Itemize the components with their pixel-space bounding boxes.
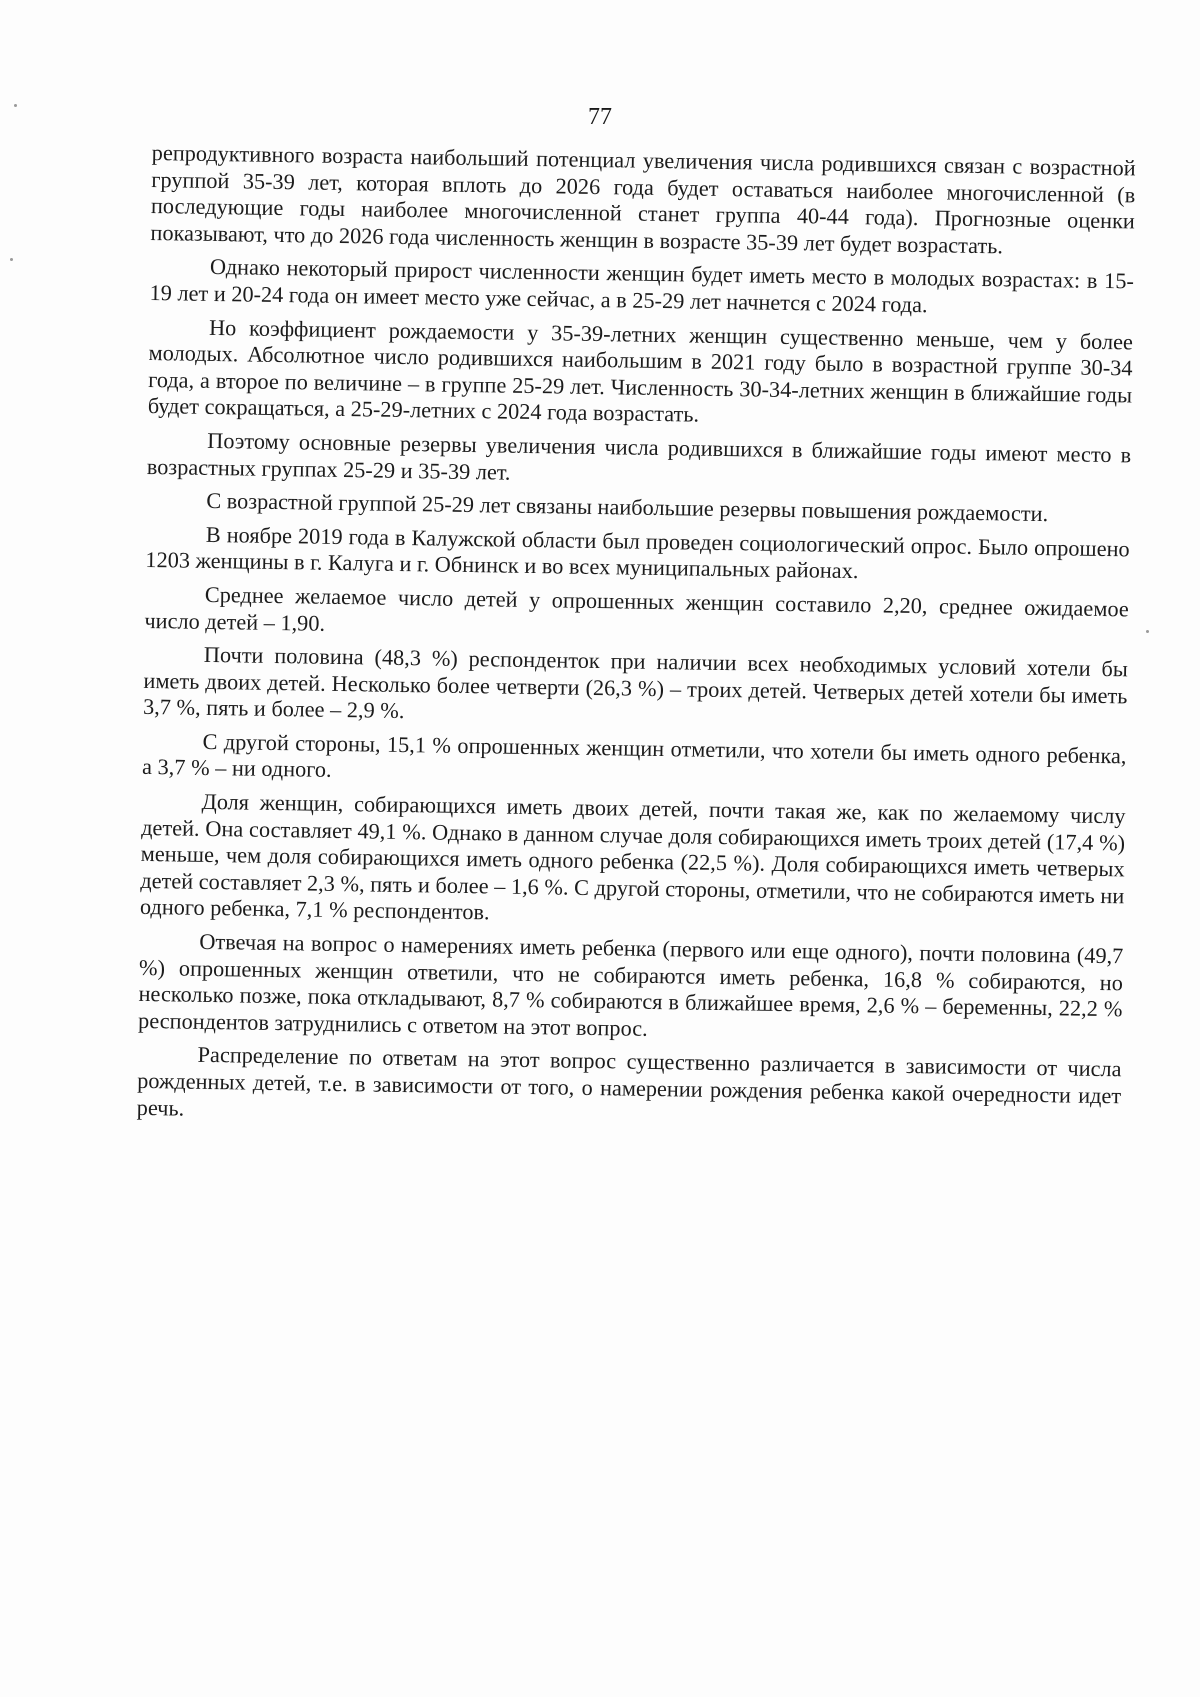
scan-speck xyxy=(10,258,13,261)
paragraph-2: Однако некоторый прирост численности женщин будет иметь место в молодых возрастах: в 15-19 лет и 20-24 года он имеет место уже сейчас, а в 25-29 лет начнется с 2024 года. xyxy=(149,254,1135,318)
page-number: 77 xyxy=(588,104,612,130)
paragraph-5: С возрастной группой 25-29 лет связаны наибольшие резервы повышения рождаемости. xyxy=(206,488,1049,527)
paragraph-12: Распределение по ответам на этот вопрос существенно различается в зависимости от числа рожденных детей, т.е. в зависимости от того, о намерении рождения ребенка какой очередности идет речь. xyxy=(136,1042,1122,1121)
paragraph-4: Поэтому основные резервы увеличения числа родившихся в ближайшие годы имеют место в возрастных группах 25-29 и 35-39 лет. xyxy=(146,427,1132,485)
paragraph-9: С другой стороны, 15,1 % опрошенных женщин отметили, что хотели бы иметь одного ребенка, а 3,7 % – ни одного. xyxy=(141,728,1127,783)
paragraph-11: Отвечая на вопрос о намерениях иметь ребенка (первого или еще одного), почти половина (49,7 %) опрошенных женщин ответили, что не собираются иметь ребенка, 16,8 % собираются, но несколько позже, пока откладывают, 8,7 % собираются в ближайшее время, 2,6 % – беременны, 22,2 % респондентов затруднились с ответом на этот вопрос. xyxy=(137,928,1124,1041)
paragraph-7: Среднее желаемое число детей у опрошенных женщин составило 2,20, среднее ожидаемое число детей – 1,90. xyxy=(144,581,1129,636)
paragraph-3: Но коэффициент рождаемости у 35-39-летних женщин существенно меньше, чем у более молодых. Абсолютное число родившихся наибольшим в 2021 году было в возрастной группе 30-34 года, а второе по величине – в группе 25-29 лет. Численность 30-34-летних женщин в ближайшие годы будет сокращаться, а 25-29-летних с 2024 года возрастать. xyxy=(147,314,1134,427)
scan-speck xyxy=(1146,630,1149,633)
body-text xyxy=(136,140,1135,1144)
paragraph-1: репродуктивного возраста наибольший потенциал увеличения числа родившихся связан с возрастной группой 35-39 лет, которая вплоть до 2026 года будет оставаться наиболее многочисленной (в последующие годы наиболее многочисленной станет группа 40-44 года). Прогнозные оценки показывают, что до 2026 года численность женщин в возрасте 35-39 лет будет возрастать. xyxy=(150,140,1136,259)
scan-speck xyxy=(14,104,17,107)
paragraph-6: В ноябре 2019 года в Калужской области был проведен социологический опрос. Было опрошено 1203 женщины в г. Калуга и г. Обнинск и во всех муниципальных районах. xyxy=(145,521,1130,584)
paragraph-10: Доля женщин, собирающихся иметь двоих детей, почти такая же, как по желаемому числу детей. Она составляет 49,1 %. Однако в данном случае доля собирающихся иметь троих детей (17,4 %) меньше, чем доля собирающихся иметь одного ребенка (22,5 %). Доля собирающихся иметь четверых детей составляет 2,3 %, пять и более – 1,6 %. С другой стороны, отметили, что не собираются иметь ни одного ребенка, 7,1 % респондентов. xyxy=(139,788,1126,925)
paragraph-8: Почти половина (48,3 %) респонденток при наличии всех необходимых условий хотели бы иметь двоих детей. Несколько более четверти (26,3 %) – троих детей. Четверых детей хотели бы иметь 3,7 %, пять и более – 2,9 %. xyxy=(142,641,1129,724)
